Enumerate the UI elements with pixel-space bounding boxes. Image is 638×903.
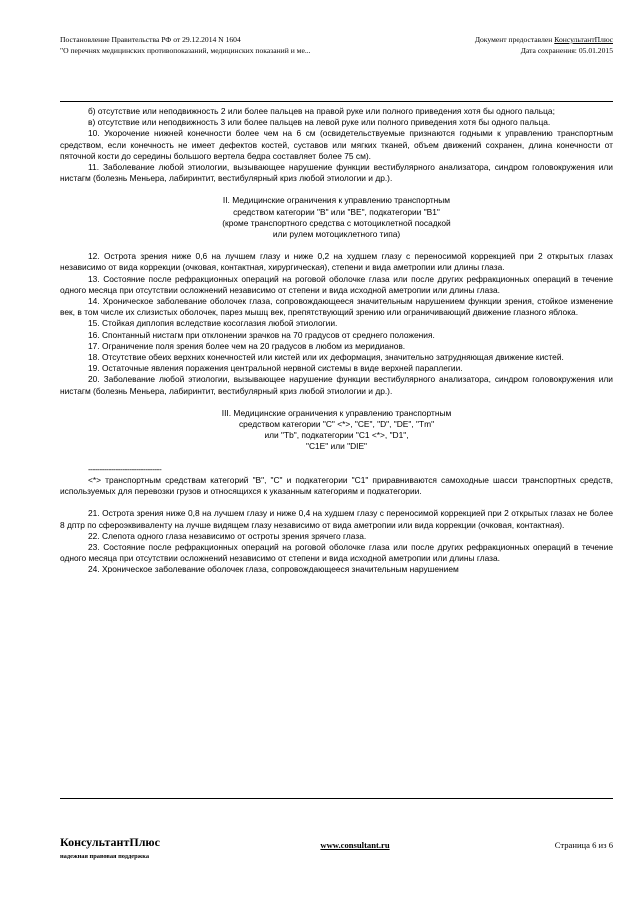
section-2-heading-line: или рулем мотоциклетного типа) bbox=[272, 229, 401, 240]
paragraph-19: 19. Остаточные явления поражения центральной нервной системы в виде верхней параплегии. bbox=[88, 363, 463, 374]
paragraph-17: 17. Ограничение поля зрения более чем на 20 градусов в любом из меридианов. bbox=[88, 340, 406, 351]
section-3-heading-line: "C1E" или "DIE" bbox=[305, 441, 368, 452]
paragraph-21: 21. Острота зрения ниже 0,8 на лучшем глазу и ниже 0,4 на худшем глазу с переносимой коррекцией при 2 открытых глазах не более 8 дптр по сфероэквиваленту на лучше видящем глазу независимо от вида аметропии или вида коррекции (очковая, контактная). bbox=[60, 508, 613, 530]
website-link[interactable]: www.consultant.ru bbox=[320, 840, 390, 850]
document-body bbox=[60, 106, 613, 576]
brand-logo-text: КонсультантПлюс bbox=[60, 835, 160, 849]
paragraph-12: 12. Острота зрения ниже 0,6 на лучшем глазу и ниже 0,2 на худшем глазу с переносимой коррекцией при 2 открытых глазах независимо от вида коррекции (очковая, контактная, хирургическая), степени и вида аметропии или длины глаза. bbox=[60, 251, 613, 273]
header-divider bbox=[60, 101, 613, 102]
section-2-heading bbox=[60, 195, 613, 240]
header-provider-info bbox=[373, 34, 613, 56]
section-3-heading-line: средством категории "C" <*>, "CE", "D", "DE", "Tm" bbox=[238, 419, 435, 430]
footer-divider bbox=[60, 798, 613, 799]
paragraph-18: 18. Отсутствие обеих верхних конечностей или кистей или их деформация, значительно затрудняющая движение кистей. bbox=[88, 352, 564, 363]
paragraph-14: 14. Хроническое заболевание оболочек глаза, сопровождающееся значительным нарушением функции зрения, стойкое изменение век, в том числе их слизистых оболочек, парез мышц век, препятствующий зрению или ограничивающий движение глазного яблока. bbox=[60, 296, 613, 318]
page-footer bbox=[60, 805, 613, 865]
paragraph-23: 23. Состояние после рефракционных операций на роговой оболочке глаза или после других рефракционных операций в течение одного месяца при отсутствии осложнений независимо от степени и вида исходной аметропии или длины глаза. bbox=[60, 541, 613, 564]
paragraph-24: 24. Хроническое заболевание оболочек глаза, сопровождающееся значительным нарушением bbox=[88, 564, 459, 575]
paragraph-10: 10. Укорочение нижней конечности более чем на 6 см (освидетельствуемые признаются годными к управлению транспортным средством, если конечность не имеет дефектов костей, суставов или мягких тканей, объем движений сохранен, длина конечности от пяточной кости до середины большого вертела бедра составляет более 75 см). bbox=[60, 128, 613, 161]
footnote-text: <*> транспортным средствам категорий "B", "C" и подкатегории "C1" приравниваются самоходные шасси транспортных средств, используемых для перевозки грузов и относящихся к указанным категориям и подкатегории. bbox=[60, 474, 613, 497]
section-2-heading-line: средством категории "B" или "BE", подкатегории "B1" bbox=[233, 206, 440, 217]
section-3-heading-line: III. Медицинские ограничения к управлению транспортным bbox=[221, 407, 452, 418]
paragraph-11: 11. Заболевание любой этиологии, вызывающее нарушение функции вестибулярного анализатора, синдром головокружения или нистагм (болезнь Меньера, лабиринтит, вестибулярный криз любой этиологии и др.). bbox=[60, 162, 613, 184]
header-provider-line bbox=[373, 34, 613, 45]
paragraph-22: 22. Слепота одного глаза независимо от остроты зрения зрячего глаза. bbox=[88, 530, 367, 541]
section-3-heading-line: или "Tb", подкатегории "C1 <*>, "D1", bbox=[264, 430, 409, 441]
paragraph-13: 13. Состояние после рефракционных операций на роговой оболочке глаза или после других рефракционных операций в течение одного месяца при отсутствии осложнений независимо от степени и вида исходной аметропии или длины глаза. bbox=[60, 273, 613, 295]
header-title-line-1: Постановление Правительства РФ от 29.12.2014 N 1604 bbox=[60, 35, 241, 44]
paragraph-v: в) отсутствие или неподвижность 3 или более пальцев на левой руке или полного приведения хотя бы одного пальца. bbox=[88, 117, 551, 128]
brand-tagline: надежная правовая поддержка bbox=[60, 853, 150, 860]
consultant-link[interactable]: КонсультантПлюс bbox=[554, 35, 613, 44]
footnote-rule: -------------------------------- bbox=[88, 463, 162, 474]
paragraph-16: 16. Спонтанный нистагм при отклонении зрачков на 70 градусов от среднего положения. bbox=[88, 329, 435, 340]
header-provider-prefix: Документ предоставлен bbox=[474, 35, 555, 44]
section-3-heading bbox=[60, 408, 613, 453]
paragraph-15: 15. Стойкая диплопия вследствие косоглазия любой этиологии. bbox=[88, 318, 338, 329]
page-number: Страница 6 из 6 bbox=[554, 840, 613, 850]
section-2-heading-line: II. Медицинские ограничения к управлению транспортным bbox=[222, 195, 451, 206]
header-save-date: Дата сохранения: 05.01.2015 bbox=[520, 46, 613, 55]
paragraph-20: 20. Заболевание любой этиологии, вызывающее нарушение функции вестибулярного анализатора, синдром головокружения или нистагм (болезнь Меньера, лабиринтит, вестибулярный криз любой этиологии и др.). bbox=[60, 374, 613, 396]
section-2-heading-line: (кроме транспортного средства с мотоциклетной посадкой bbox=[222, 217, 451, 228]
header-document-title bbox=[60, 34, 380, 56]
paragraph-b: б) отсутствие или неподвижность 2 или более пальцев на правой руке или полного приведения хотя бы одного пальца; bbox=[88, 106, 555, 116]
header-title-line-2: "О перечнях медицинских противопоказаний, медицинских показаний и ме... bbox=[60, 46, 311, 55]
page-header bbox=[60, 22, 613, 102]
